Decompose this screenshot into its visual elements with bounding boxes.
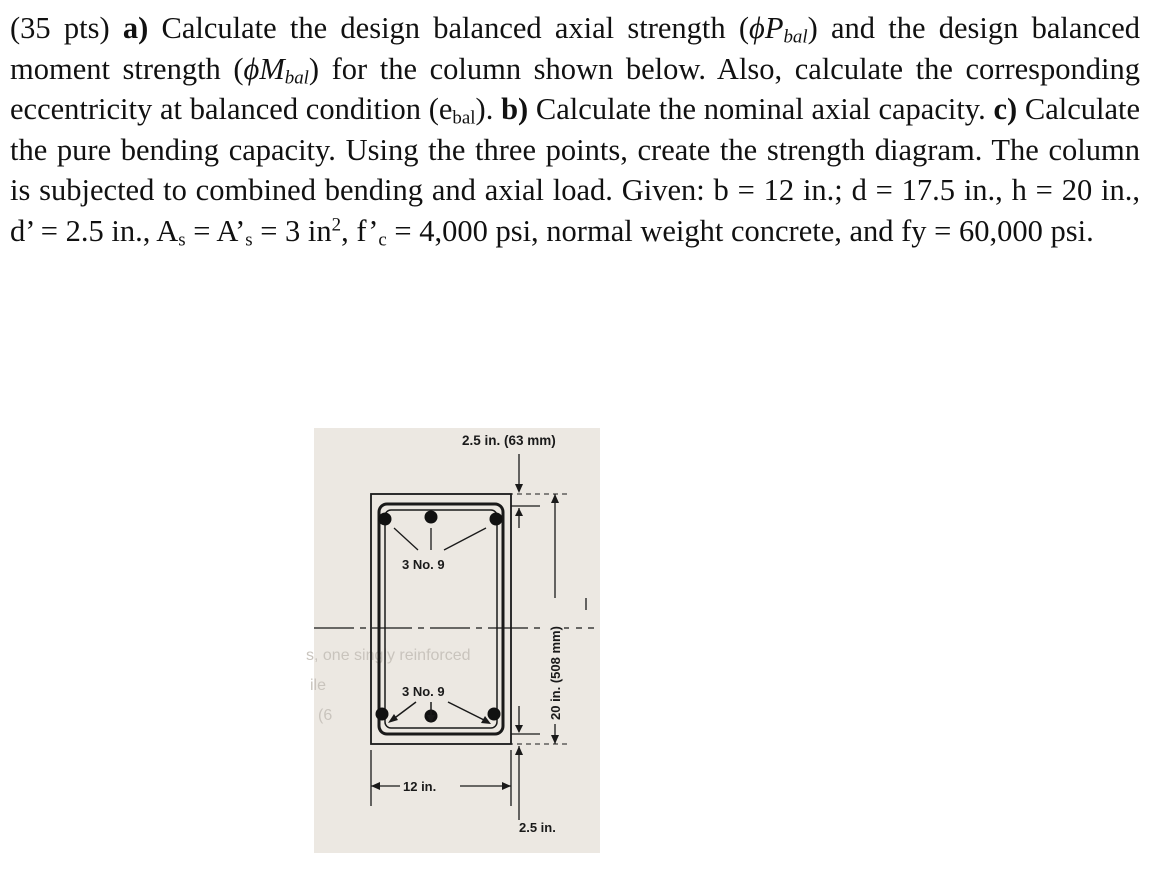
width-label: 12 in.: [403, 779, 437, 794]
part-c-label: c): [993, 92, 1018, 126]
bottom-cover-arrowhead: [515, 746, 523, 755]
rebar-top-right: [490, 513, 503, 526]
m-symbol: M: [259, 51, 285, 86]
subscript-s: s: [178, 229, 186, 251]
given-fc: , f’: [341, 213, 379, 248]
bottom-cover-label: 2.5 in.: [519, 820, 556, 835]
top-cover-label: 2.5 in. (63 mm): [462, 433, 556, 448]
height-arrowhead-top: [551, 494, 559, 503]
arrow-bottom-3: [448, 702, 486, 721]
leader-top-3: [444, 528, 486, 550]
height-arrowhead-bottom: [551, 735, 559, 744]
phi-symbol: ϕ: [749, 11, 765, 45]
rebar-top-left: [379, 513, 392, 526]
column-section-drawing: [306, 428, 600, 853]
concrete-outline: [371, 494, 511, 744]
given-as-prime: = A’: [185, 213, 246, 248]
width-arrowhead-right: [502, 782, 511, 790]
part-a-text: Calculate the design balanced axial strength (: [161, 11, 750, 45]
part-a-text-4: ).: [475, 92, 494, 126]
rebar-bottom-right: [488, 708, 501, 721]
bleed-text-2: ile: [310, 677, 327, 694]
given-rest: = 4,000 psi, normal weight concrete, and fy = 60,000 psi.: [386, 213, 1094, 248]
part-b-label: b): [501, 92, 529, 126]
top-bars-label: 3 No. 9: [402, 557, 445, 572]
phi-symbol-2: ϕ: [243, 51, 260, 86]
subscript-c: c: [378, 229, 387, 251]
part-b-text: Calculate the nominal axial capacity.: [535, 92, 986, 126]
bal-subscript: bal: [783, 26, 808, 48]
bottom-inner-arrowhead: [515, 725, 523, 733]
bleed-text-3: (6: [318, 707, 333, 724]
column-section-figure: [306, 428, 600, 853]
width-arrowhead-left: [371, 782, 380, 790]
bleed-text: s, one singly reinforced: [306, 647, 471, 664]
rebar-bottom-left: [376, 708, 389, 721]
p-symbol: P: [764, 11, 784, 45]
bottom-bars-label: 3 No. 9: [402, 684, 445, 699]
top-cover-arrowhead: [515, 484, 523, 493]
superscript-2: 2: [331, 214, 342, 236]
leader-top-1: [394, 528, 418, 550]
part-c-text: Calculate the pure bending capacity. Using the three points, create the strength diagram. The column is subjected to combined bending and axial load. Given: b = 12 in.; d = 17.5 in., h = 20 in., d’ = 2.5 in., A: [10, 92, 1141, 248]
bal-subscript-2: bal: [284, 67, 309, 89]
height-label: 20 in. (508 mm): [548, 626, 563, 720]
part-a-label: a): [122, 11, 149, 45]
given-area: = 3 in: [252, 213, 332, 248]
problem-statement: [10, 8, 1140, 251]
points: (35 pts): [10, 11, 110, 45]
arrowhead-bottom-1: [388, 714, 398, 723]
part-a-text-3: ) for the column shown below. Also, calculate the corresponding eccentricity at balanced condition (e: [10, 51, 1140, 126]
tie-outer: [379, 504, 503, 734]
subscript-s-2: s: [245, 229, 253, 251]
part-a-text-2: ) and the design balanced moment strength (: [10, 11, 1140, 86]
top-inner-arrowhead: [515, 508, 523, 516]
rebar-top-center: [425, 511, 438, 524]
bal-subscript-3: bal: [452, 107, 476, 129]
